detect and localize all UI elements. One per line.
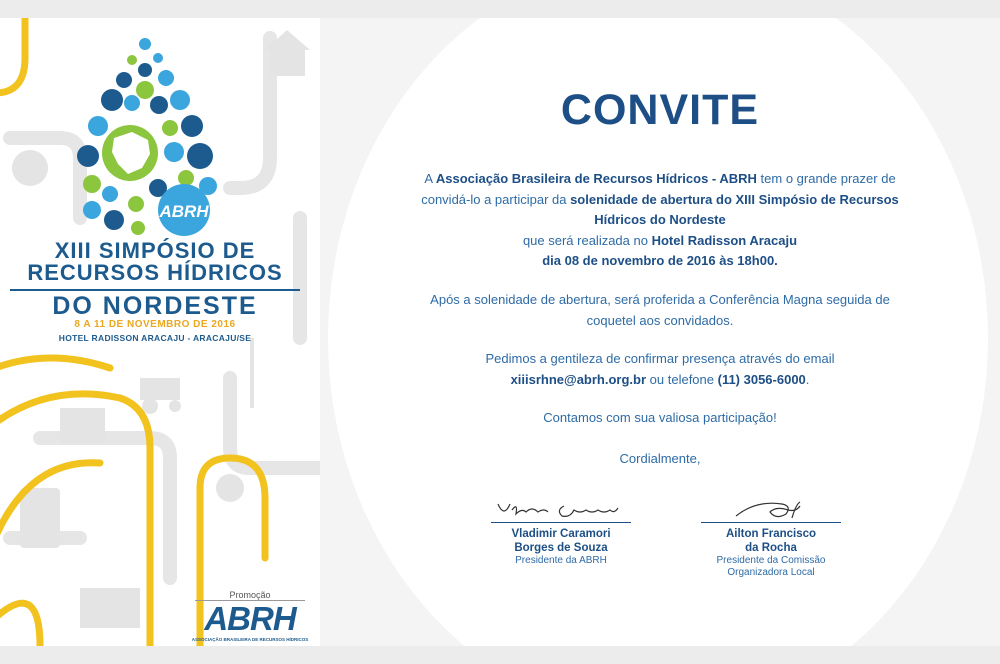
ceremony-datetime: dia 08 de novembro de 2016 às 18h00. (542, 253, 778, 268)
event-dates: 8 A 11 DE NOVEMBRO DE 2016 (74, 319, 236, 330)
event-title-line-3: DO NORDESTE (10, 289, 300, 317)
handwritten-signature-1 (486, 496, 636, 522)
text-segment: . (805, 371, 810, 387)
signer-role: Presidente da ABRH (515, 555, 607, 566)
invitation-paragraph-1 (420, 169, 900, 272)
invitation-card (0, 18, 1000, 646)
signature-block-1 (476, 496, 646, 567)
invitation-paragraph-3 (420, 349, 900, 390)
promotion-label: Promoção (229, 590, 271, 600)
text-segment: tem o grande prazer de convidá-lo a participar da (421, 171, 896, 207)
event-title (10, 238, 300, 320)
text-segment: A (424, 171, 436, 186)
invitation-heading: CONVITE (560, 86, 760, 134)
signer-name-line-1: Ailton Francisco (725, 528, 817, 540)
text-segment: que será realizada no (522, 232, 652, 248)
signature-line (491, 522, 631, 523)
signer-role-line-1: Presidente da Comissão (716, 555, 826, 566)
text-segment: ou telefone (646, 371, 718, 387)
invitation-paragraph-4: Contamos com sua valiosa participação! (543, 410, 777, 425)
signer-name-line-2: da Rocha (745, 542, 797, 554)
signer-name-line-2: Borges de Souza (514, 542, 608, 554)
water-drop-logo (62, 28, 228, 238)
venue-name: Hotel Radisson Aracaju (651, 232, 798, 248)
event-title-line-1: XIII SIMPÓSIO DE (54, 238, 256, 263)
event-venue: HOTEL RADISSON ARACAJU - ARACAJU/SE (58, 333, 252, 343)
abrh-logo-subtitle: ASSOCIAÇÃO BRASILEIRA DE RECURSOS HÍDRICOS (191, 637, 309, 642)
invitation-text-area (320, 18, 1000, 646)
event-title-line-2: RECURSOS HÍDRICOS (27, 260, 283, 285)
drop-logo-label: ABRH (159, 202, 209, 221)
event-poster-panel (0, 18, 320, 646)
signer-role-line-2: Organizadora Local (727, 567, 815, 578)
signature-block-2 (686, 496, 856, 579)
rsvp-phone: (11) 3056-6000 (717, 371, 806, 387)
invitation-paragraph-2: Após a solenidade de abertura, será proferida a Conferência Magna seguida de coquetel aos convidados. (430, 292, 890, 328)
rsvp-email-link[interactable]: xiiisrhne@abrh.org.br (510, 371, 647, 387)
abrh-logo: ABRH (195, 600, 305, 635)
organization-name: Associação Brasileira de Recursos Hídricos - ABRH (435, 171, 757, 186)
text-segment: Pedimos a gentileza de confirmar presença através do email (485, 351, 835, 366)
invitation-closing: Cordialmente, (619, 451, 701, 466)
signature-line (701, 522, 841, 523)
handwritten-signature-2 (696, 496, 846, 522)
signer-name-line-1: Vladimir Caramori (511, 528, 611, 540)
ceremony-name: solenidade de abertura do XIII Simpósio de Recursos Hídricos do Nordeste (570, 191, 899, 227)
